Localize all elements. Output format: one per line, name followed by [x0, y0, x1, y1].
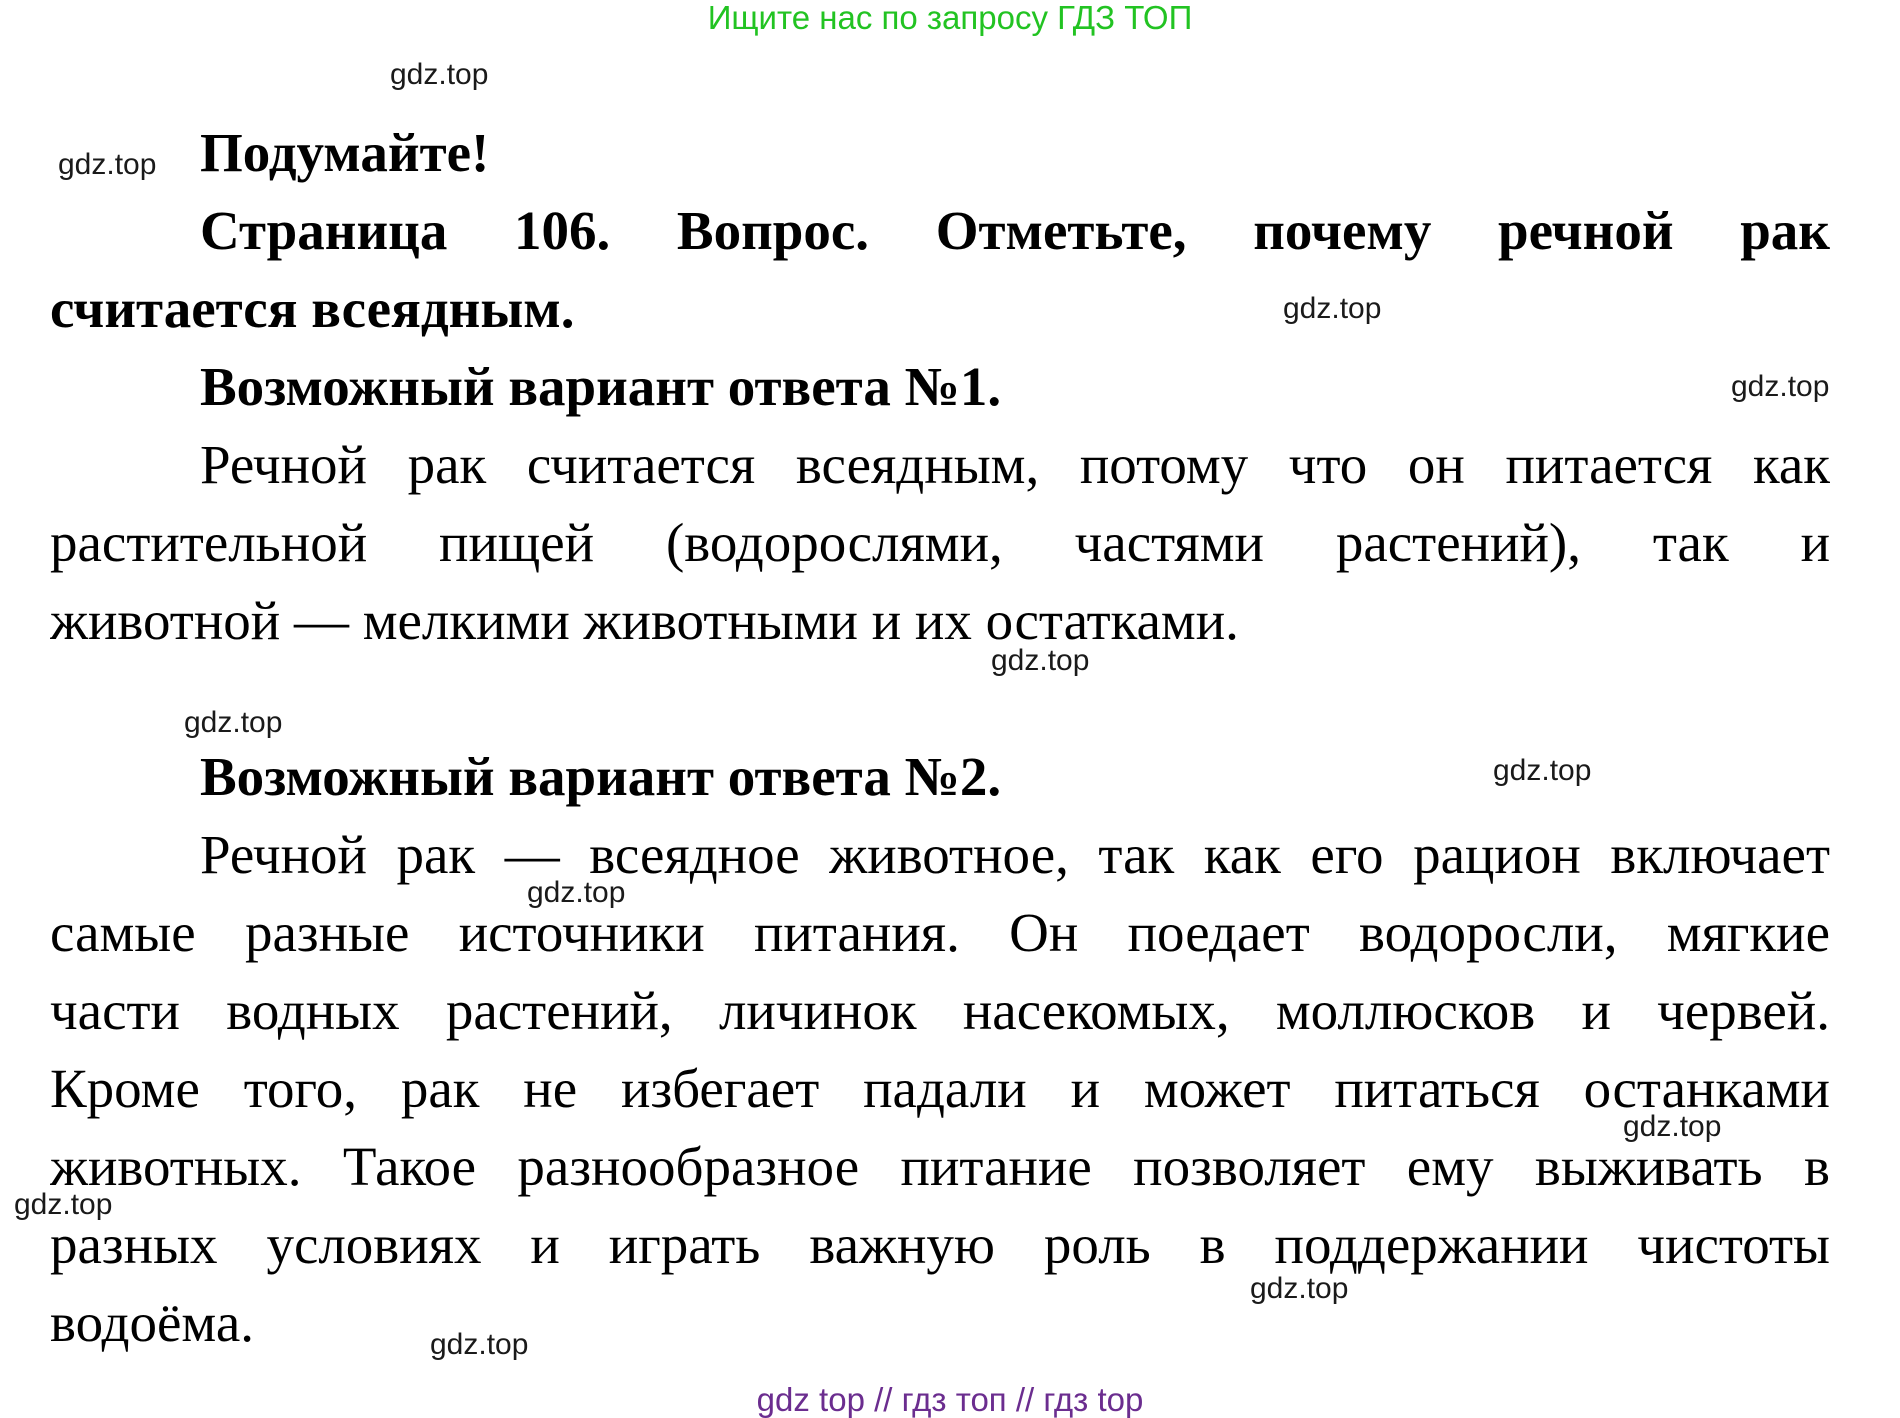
spacer: [50, 660, 1830, 738]
answer-1-line: животной — мелкими животными и их остатками.: [50, 590, 1239, 651]
top-banner[interactable]: Ищите нас по запросу ГДЗ ТОП: [707, 0, 1193, 36]
footer-links[interactable]: gdz top // гдз топ // гдз top: [756, 1381, 1144, 1418]
watermark: gdz.top: [991, 644, 1090, 677]
answer-2-line: самые разные источники питания. Он поедает водоросли, мягкие: [50, 902, 1830, 963]
answer-2-line: части водных растений, личинок насекомых, моллюсков и червей.: [50, 980, 1830, 1041]
heading: Подумайте!: [200, 122, 490, 183]
watermark: gdz.top: [1250, 1272, 1349, 1305]
question-line-2: считается всеядным.: [50, 278, 575, 339]
answer-2-line: Речной рак — всеядное животное, так как его рацион включает: [200, 824, 1830, 885]
answer-1-line: Речной рак считается всеядным, потому что он питается как: [200, 434, 1830, 495]
watermark: gdz.top: [184, 706, 283, 739]
question-line-1: Страница 106. Вопрос. Отметьте, почему речной рак: [200, 200, 1830, 261]
watermark: gdz.top: [390, 58, 489, 91]
watermark: gdz.top: [1493, 754, 1592, 787]
document-body: [50, 114, 1830, 1362]
answer-2-line: животных. Такое разнообразное питание позволяет ему выживать в: [50, 1136, 1830, 1197]
watermark: gdz.top: [527, 876, 626, 909]
answer-2-line: водоёма.: [50, 1292, 254, 1353]
answer-1-line: растительной пищей (водорослями, частями растений), так и: [50, 512, 1830, 573]
answer-2-title: Возможный вариант ответа №2.: [200, 746, 1002, 807]
watermark: gdz.top: [14, 1188, 113, 1221]
watermark: gdz.top: [58, 148, 157, 181]
watermark: gdz.top: [1623, 1110, 1722, 1143]
watermark: gdz.top: [1731, 370, 1830, 403]
answer-2-line: разных условиях и играть важную роль в поддержании чистоты: [50, 1214, 1830, 1275]
answer-2-line: Кроме того, рак не избегает падали и может питаться останками: [50, 1058, 1830, 1119]
watermark: gdz.top: [1283, 292, 1382, 325]
watermark: gdz.top: [430, 1328, 529, 1361]
answer-1-title: Возможный вариант ответа №1.: [200, 356, 1002, 417]
